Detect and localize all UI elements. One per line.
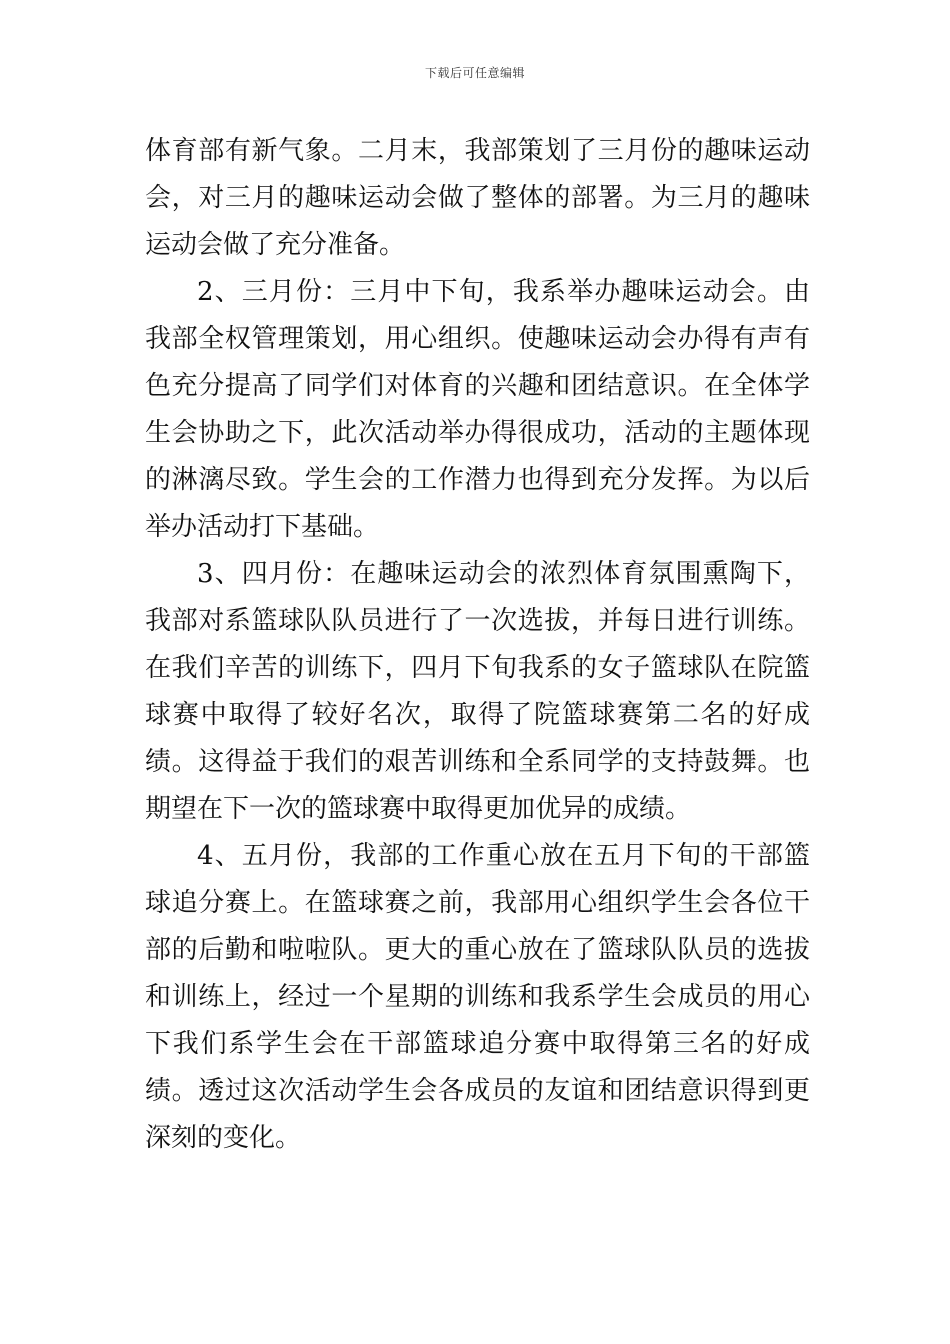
paragraph-march: 2、三月份：三月中下旬，我系举办趣味运动会。由我部全权管理策划，用心组织。使趣味运动会办得有声有色充分提高了同学们对体育的兴趣和团结意识。在全体学生会协助之下，此次活动举办得很成功，活动的主题体现的淋漓尽致。学生会的工作潜力也得到充分发挥。为以后举办活动打下基础。 xyxy=(145,277,810,542)
paragraph-may: 4、五月份，我部的工作重心放在五月下旬的干部篮球追分赛上。在篮球赛之前，我部用心组织学生会各位干部的后勤和啦啦队。更大的重心放在了篮球队队员的选拔和训练上，经过一个星期的训练和我系学生会成员的用心下我们系学生会在干部篮球追分赛中取得第三名的好成绩。透过这次活动学生会各成员的友谊和团结意识得到更深刻的变化。 xyxy=(145,841,810,1153)
paragraph-intro-continued: 体育部有新气象。二月末，我部策划了三月份的趣味运动会，对三月的趣味运动会做了整体的部署。为三月的趣味运动会做了充分准备。 xyxy=(145,136,810,260)
document-body xyxy=(145,128,810,1162)
paragraph-april: 3、四月份：在趣味运动会的浓烈体育氛围熏陶下，我部对系篮球队队员进行了一次选拔，并每日进行训练。在我们辛苦的训练下，四月下旬我系的女子篮球队在院篮球赛中取得了较好名次，取得了院篮球赛第二名的好成绩。这得益于我们的艰苦训练和全系同学的支持鼓舞。也期望在下一次的篮球赛中取得更加优异的成绩。 xyxy=(145,559,810,824)
page-header: 下载后可任意编辑 xyxy=(424,66,525,80)
